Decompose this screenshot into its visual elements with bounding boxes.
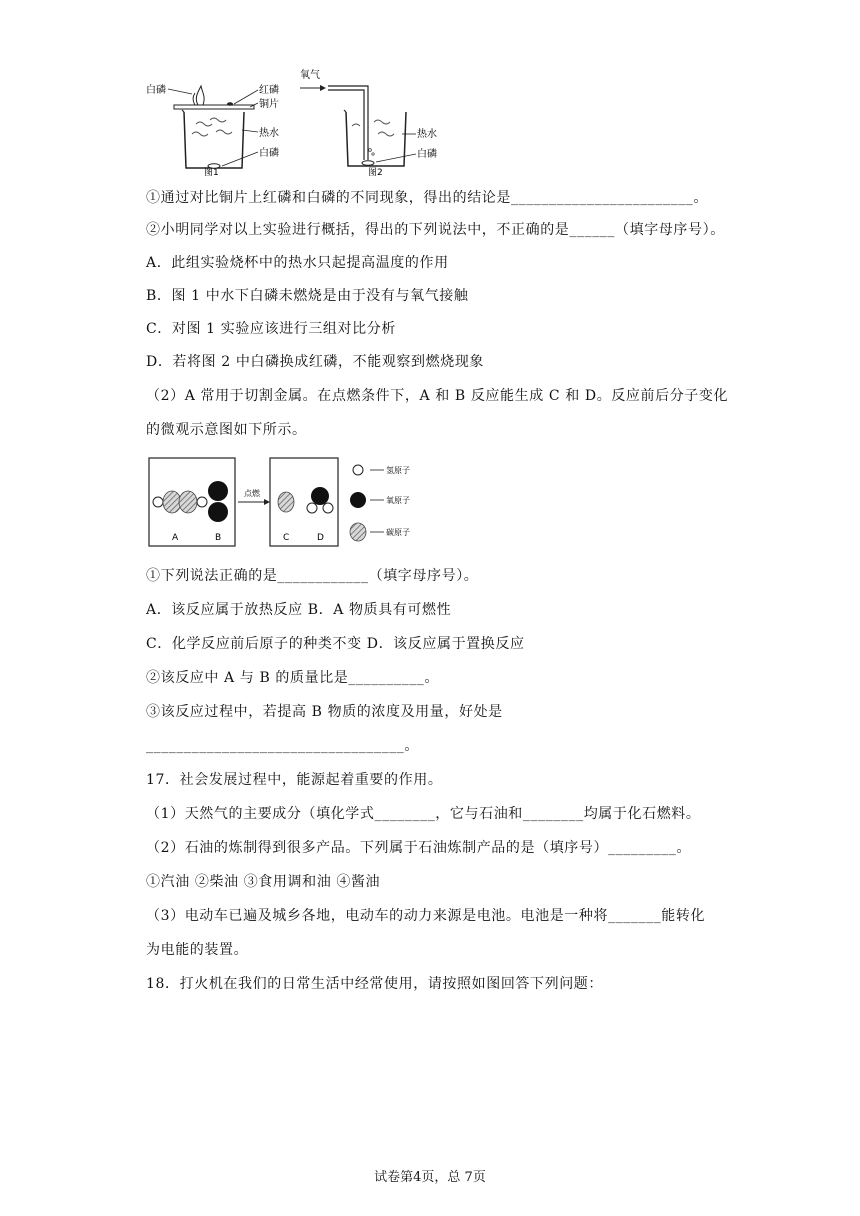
fig1-label-white-p-top: 白磷 bbox=[146, 85, 166, 96]
question-18-stem: 18．打火机在我们的日常生活中经常使用，请按照如图回答下列问题： bbox=[146, 976, 604, 992]
question-17-2-options: ①汽油 ②柴油 ③食用调和油 ④酱油 bbox=[146, 874, 381, 890]
question-16-2-item-1: ①下列说法正确的是____________（填字母序号）。 bbox=[146, 568, 479, 584]
question-16-1-option-b: B．图 1 中水下白磷未燃烧是由于没有与氧气接触 bbox=[146, 288, 469, 304]
question-16-1-option-c: C．对图 1 实验应该进行三组对比分析 bbox=[146, 321, 396, 337]
fig3-arrow-label: 点燃 bbox=[244, 489, 260, 498]
fig3-label-a: A bbox=[172, 533, 179, 543]
fig3-label-d: D bbox=[317, 533, 324, 543]
figure-2-beaker bbox=[298, 66, 448, 176]
fig3-legend-hydrogen: 氢原子 bbox=[386, 466, 410, 475]
figure-3-reaction bbox=[146, 456, 426, 552]
question-16-2-options-ab: A．该反应属于放热反应 B．A 物质具有可燃性 bbox=[146, 602, 452, 618]
figure-3-svg bbox=[146, 456, 426, 552]
fig2-label-white-p: 白磷 bbox=[417, 149, 437, 160]
page-footer: 试卷第4页，总 7页 bbox=[374, 1170, 486, 1185]
question-17-3: （3）电动车已遍及城乡各地，电动车的动力来源是电池。电池是一种将_______能转化 bbox=[146, 908, 706, 924]
question-16-1-option-d: D．若将图 2 中白磷换成红磷，不能观察到燃烧现象 bbox=[146, 354, 485, 370]
fig1-label-hot-water: 热水 bbox=[259, 128, 279, 139]
fig3-label-c: C bbox=[283, 533, 290, 543]
question-17-2: （2）石油的炼制得到很多产品。下列属于石油炼制产品的是（填序号）_________。 bbox=[146, 840, 692, 856]
question-16-1-option-a: A．此组实验烧杯中的热水只起提高温度的作用 bbox=[146, 255, 449, 271]
figure-1-svg bbox=[146, 72, 306, 176]
question-17-stem: 17．社会发展过程中，能源起着重要的作用。 bbox=[146, 772, 443, 788]
fig1-label-copper: 铜片 bbox=[259, 99, 279, 110]
fig2-label-hot-water: 热水 bbox=[417, 129, 437, 140]
question-16-1-item-1: ①通过对比铜片上红磷和白磷的不同现象，得出的结论是________________________。 bbox=[146, 190, 708, 206]
question-16-2-item-3: ③该反应过程中，若提高 B 物质的浓度及用量，好处是 bbox=[146, 704, 503, 720]
fig2-label-oxygen: 氧气 bbox=[300, 70, 320, 81]
figure-1-beaker bbox=[146, 72, 306, 176]
question-16-2-stem: （2）A 常用于切割金属。在点燃条件下，A 和 B 反应能生成 C 和 D。反应前后分子变化 bbox=[146, 388, 729, 404]
question-16-2-item-2: ②该反应中 A 与 B 的质量比是__________。 bbox=[146, 670, 439, 686]
fig3-label-b: B bbox=[215, 533, 222, 543]
figure-2-svg bbox=[298, 66, 448, 176]
fig1-label-red-p: 红磷 bbox=[259, 85, 279, 96]
question-16-2-stem-cont: 的微观示意图如下所示。 bbox=[146, 422, 307, 438]
fig3-legend-carbon: 碳原子 bbox=[386, 528, 410, 537]
fig2-caption: 图2 bbox=[368, 168, 383, 176]
question-17-1: （1）天然气的主要成分（填化学式________，它与石油和________均属于化石燃料。 bbox=[146, 806, 701, 822]
question-16-1-item-2: ②小明同学对以上实验进行概括，得出的下列说法中，不正确的是______（填字母序号）。 bbox=[146, 222, 725, 238]
fig3-legend-oxygen: 氧原子 bbox=[386, 496, 410, 505]
question-16-2-options-cd: C．化学反应前后原子的种类不变 D．该反应属于置换反应 bbox=[146, 636, 525, 652]
fig1-caption: 图1 bbox=[204, 168, 219, 176]
question-17-3-cont: 为电能的装置。 bbox=[146, 942, 249, 958]
fig1-label-white-p-bottom: 白磷 bbox=[259, 148, 279, 159]
question-16-2-item-3-blank: __________________________________。 bbox=[146, 738, 419, 754]
